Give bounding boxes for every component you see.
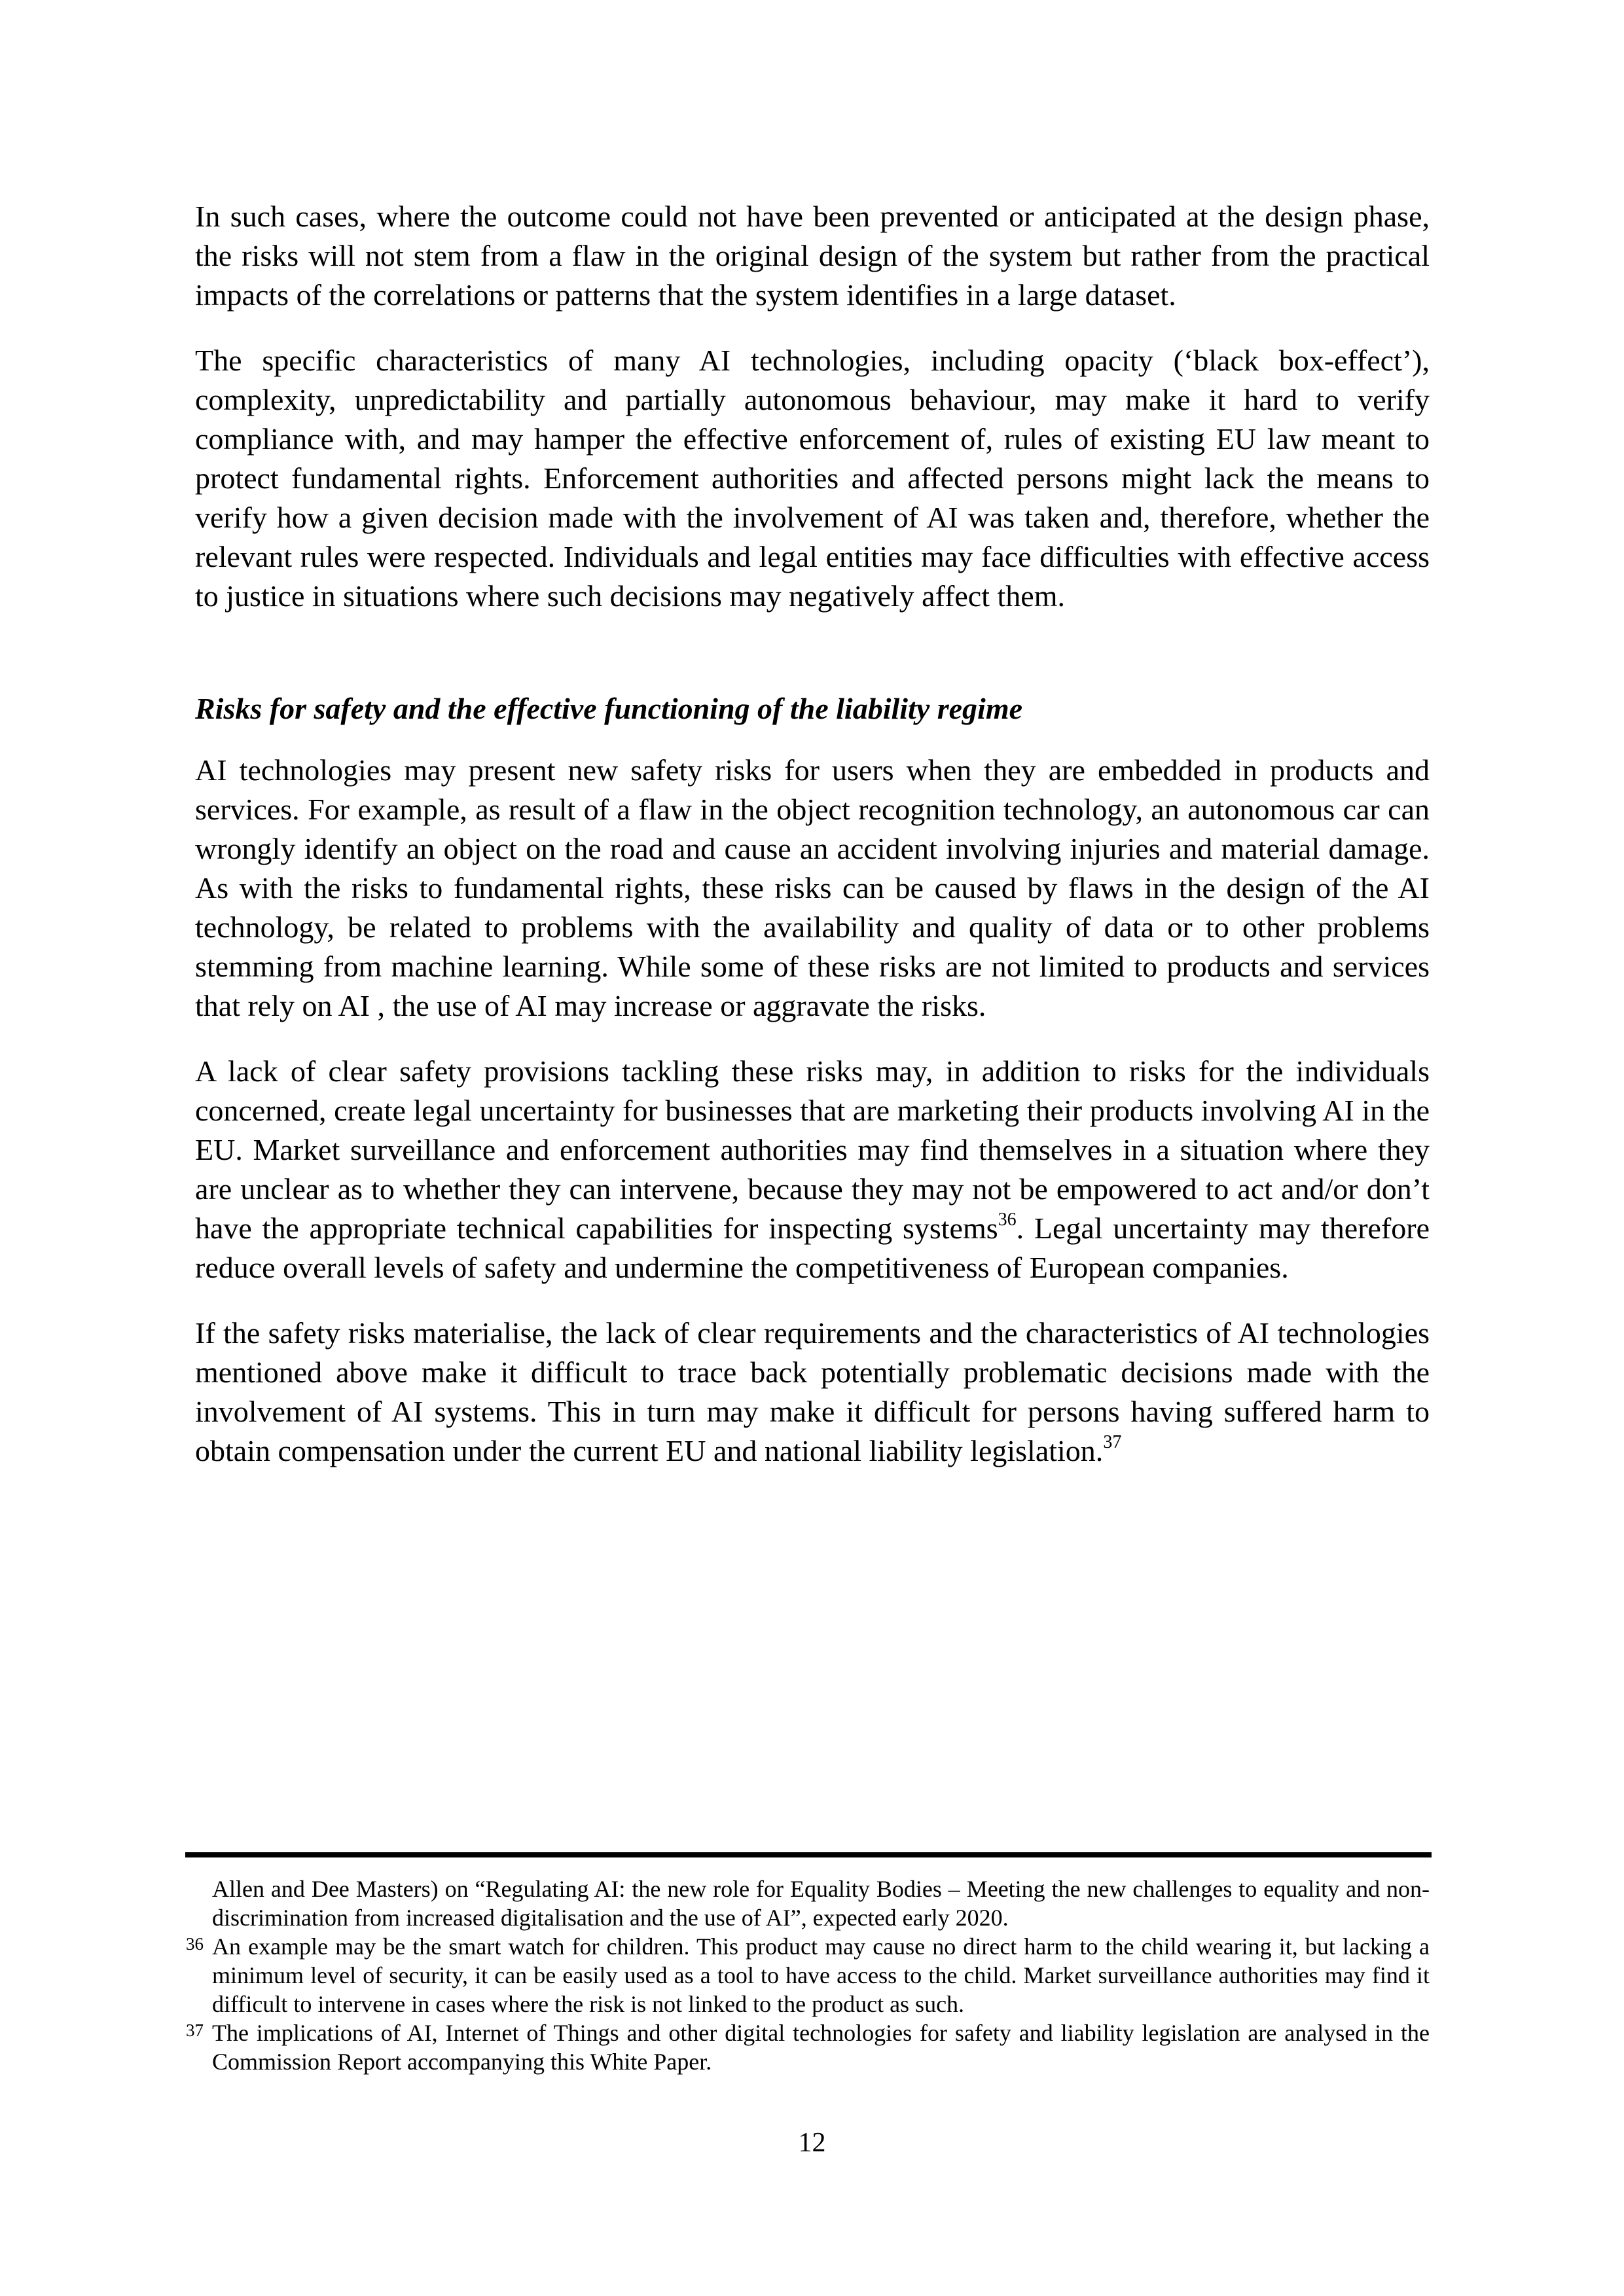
footnote-separator — [185, 1852, 1432, 1857]
footnote-area — [186, 1852, 1430, 2076]
footnote-37 — [186, 2018, 1430, 2076]
footnote-number: 37 — [186, 2020, 204, 2040]
paragraph-text: In such cases, where the outcome could not have been prevented or anticipated at the design phase, the risks will not stem from a flaw in the original design of the system but rather from the practical impacts of the correlations or patterns that the system identifies in a large dataset. — [195, 200, 1430, 312]
footnote-text: An example may be the smart watch for children. This product may cause no direct harm to the child wearing it, but lacking a minimum level of security, it can be easily used as a tool to have access to the child. Market surveillance authorities may find it difficult to intervene in cases where the risk is not linked to the product as such. — [212, 1933, 1430, 2017]
body-paragraph-2 — [195, 341, 1430, 616]
body-paragraph-1 — [195, 197, 1430, 315]
footnote-ref-36: 36 — [998, 1210, 1017, 1230]
page-number: 12 — [798, 2128, 826, 2158]
body-paragraph-5 — [195, 1314, 1430, 1471]
body-paragraph-4 — [195, 1052, 1430, 1287]
paragraph-text: If the safety risks materialise, the lack of clear requirements and the characteristics of AI technologies mentioned above make it difficult to trace back potentially problematic decisions made with the involvement of AI systems. This in turn may make it difficult for persons having suffered harm to obtain compensation under the current EU and national liability legislation. — [195, 1316, 1430, 1467]
paragraph-text: A lack of clear safety provisions tackling these risks may, in addition to risks for the individuals concerned, create legal uncertainty for businesses that are marketing their products involving AI in the EU. Market surveillance and enforcement authorities may find themselves in a situation where they are unclear as to whether they can intervene, because they may not be empowered to act and/or don’t have the appropriate technical capabilities for inspecting systems — [195, 1054, 1430, 1245]
footnote-ref-37: 37 — [1103, 1432, 1122, 1452]
footnote-number: 36 — [186, 1934, 204, 1954]
paragraph-text: . Legal uncertainty may therefore reduce overall levels of safety and undermine the competitiveness of European companies. — [195, 1211, 1430, 1284]
footnote-text: The implications of AI, Internet of Things and other digital technologies for safety and liability legislation are analysed in the Commission Report accompanying this White Paper. — [212, 2020, 1430, 2075]
body-paragraph-3 — [195, 751, 1430, 1026]
paragraph-text: The specific characteristics of many AI technologies, including opacity (‘black box-effect’), complexity, unpredictability and partially autonomous behaviour, may make it hard to verify compliance with, and may hamper the effective enforcement of, rules of existing EU law meant to protect fundamental rights. Enforcement authorities and affected persons might lack the means to verify how a given decision made with the involvement of AI was taken and, therefore, whether the relevant rules were respected. Individuals and legal entities may face difficulties with effective access to justice in situations where such decisions may negatively affect them. — [195, 344, 1430, 613]
footnote-text: Allen and Dee Masters) on “Regulating AI: the new role for Equality Bodies – Meeting the new challenges to equality and non-discrimination from increased digitalisation and the use of AI”, expected early 2020. — [212, 1876, 1430, 1931]
section-heading: Risks for safety and the effective functioning of the liability regime — [195, 692, 1023, 725]
footnote-continuation — [195, 1874, 1430, 1932]
paragraph-text: AI technologies may present new safety risks for users when they are embedded in products and services. For example, as result of a flaw in the object recognition technology, an autonomous car can wrongly identify an object on the road and cause an accident involving injuries and material damage. As with the risks to fundamental rights, these risks can be caused by flaws in the design of the AI technology, be related to problems with the availability and quality of data or to other problems stemming from machine learning. While some of these risks are not limited to products and services that rely on AI , the use of AI may increase or aggravate the risks. — [195, 753, 1430, 1022]
page-body — [195, 197, 1430, 1497]
footnote-36 — [186, 1932, 1430, 2018]
footnote-list — [186, 1874, 1430, 2076]
